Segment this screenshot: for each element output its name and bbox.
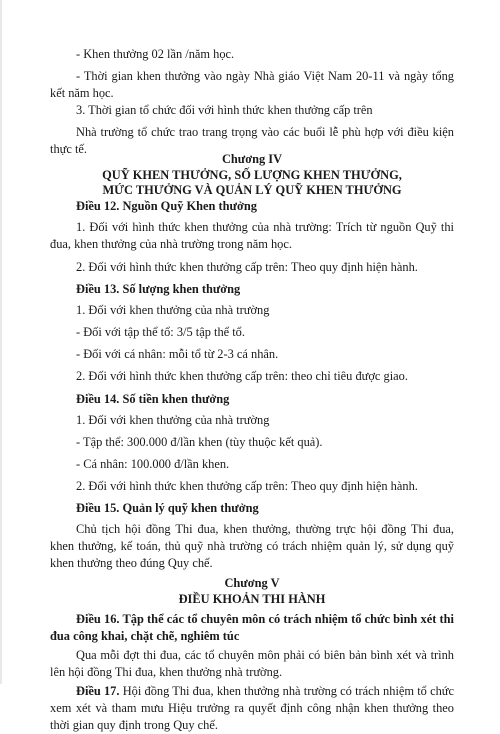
article-14-item-3: - Cá nhân: 100.000 đ/lần khen. [76, 457, 230, 471]
article-13-item-2: - Đối với tập thể tổ: 3/5 tập thể tổ. [76, 325, 245, 339]
article-17 [50, 683, 454, 734]
article-12-heading: Điều 12. Nguồn Quỹ Khen thưởng [76, 199, 257, 213]
article-13-item-3: - Đối với cá nhân: mỗi tổ từ 2-3 cá nhân. [76, 347, 279, 361]
article-12-item-1: 1. Đối với hình thức khen thưởng của nhà trường: Trích từ nguồn Quỹ thi đua, khen thưởng của nhà trường trong năm học. [50, 220, 454, 251]
line-reward-time: - Thời gian khen thưởng vào ngày Nhà giáo Việt Nam 20-11 và ngày tổng kết năm học. [50, 69, 454, 100]
chapter-4-title-line-1: QUỸ KHEN THƯỞNG, SỐ LƯỢNG KHEN THƯỞNG, [102, 167, 402, 182]
line-ceremony: Nhà trường tổ chức trao trang trọng vào các buổi lễ phù hợp với điều kiện thực tế. [50, 125, 454, 156]
line-reward-twice: - Khen thưởng 02 lần /năm học. [76, 47, 235, 61]
article-15-body: Chủ tịch hội đồng Thi đua, khen thưởng, thường trực hội đồng Thi đua, khen thưởng, kế toán, thủ quỹ nhà trường có trách nhiệm quản lý, sử dụng quỹ khen thưởng theo đúng Quy chế. [50, 522, 454, 570]
line-section-3: 3. Thời gian tổ chức đối với hình thức khen thưởng cấp trên [76, 103, 373, 117]
article-14-item-2: - Tập thể: 300.000 đ/lần khen (tùy thuộc kết quả). [76, 435, 323, 449]
article-14-heading: Điều 14. Số tiền khen thưởng [76, 392, 230, 406]
article-17-body: Hội đồng Thi đua, khen thưởng nhà trường có trách nhiệm tổ chức xem xét và tham mưu Hiệu trưởng ra quyết định công nhận khen thưởng theo thời gian quy định trong Quy chế. [50, 684, 454, 732]
article-13-item-4: 2. Đối với hình thức khen thưởng cấp trên: theo chỉ tiêu được giao. [76, 369, 408, 383]
article-14-item-4: 2. Đối với hình thức khen thưởng cấp trên: Theo quy định hiện hành. [76, 479, 418, 493]
chapter-4-title-line-2: MỨC THƯỞNG VÀ QUẢN LÝ QUỸ KHEN THƯỞNG [102, 183, 402, 197]
article-16 [50, 611, 454, 645]
chapter-5-heading [50, 576, 454, 607]
article-12-item-2: 2. Đối với hình thức khen thưởng cấp trên: Theo quy định hiện hành. [76, 260, 418, 274]
chapter-4-number: Chương IV [221, 152, 283, 166]
article-15-heading: Điều 15. Quản lý quỹ khen thưởng [76, 501, 259, 515]
article-16-body: Qua mỗi đợt thi đua, các tổ chuyên môn phải có biên bản bình xét và trình lên hội đồng Thi đua, khen thưởng nhà trường. [50, 648, 454, 679]
article-17-heading: Điều 17. [76, 684, 120, 698]
article-16-heading: Điều 16. Tập thể các tổ chuyên môn có trách nhiệm tổ chức bình xét thi đua công khai, chặt chẽ, nghiêm túc [50, 612, 454, 643]
article-13-heading: Điều 13. Số lượng khen thưởng [76, 282, 241, 296]
chapter-5-title: ĐIỀU KHOẢN THI HÀNH [178, 591, 326, 606]
chapter-4-heading [50, 152, 454, 199]
article-14-item-1: 1. Đối với khen thưởng của nhà trường [76, 413, 270, 427]
article-13-item-1: 1. Đối với khen thưởng của nhà trường [76, 303, 270, 317]
chapter-5-number: Chương V [224, 576, 280, 590]
